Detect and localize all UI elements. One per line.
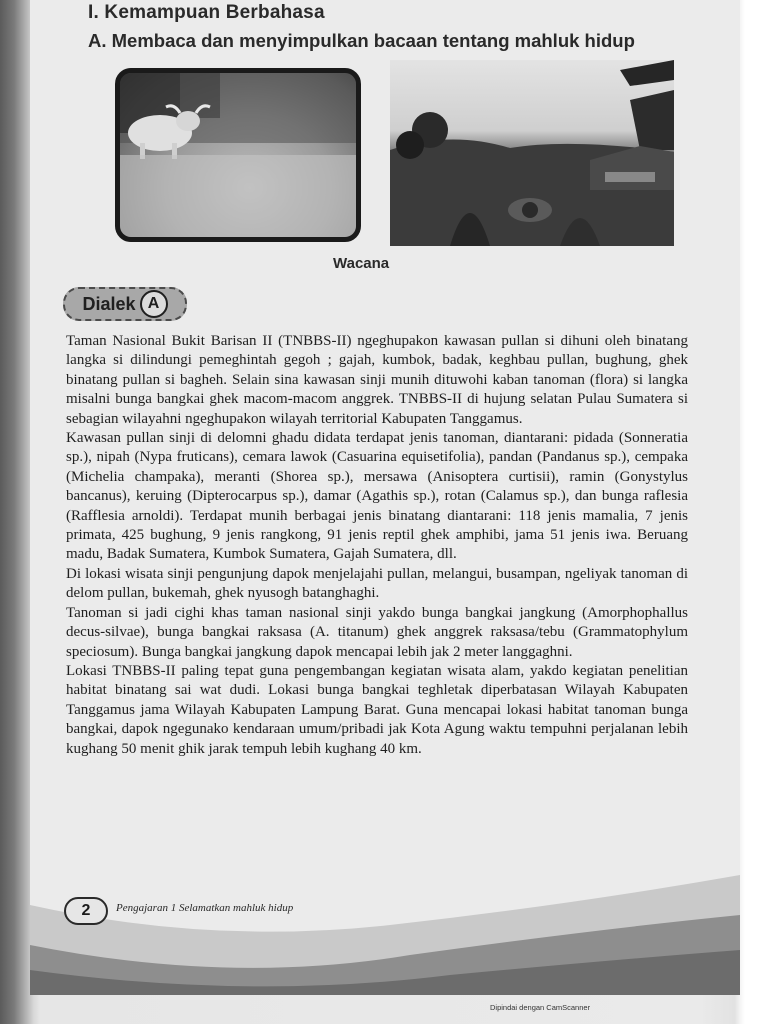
dialek-letter: A: [140, 290, 168, 318]
paragraph-1: Taman Nasional Bukit Barisan II (TNBBS-II) ngeghupakon kawasan pullan si dihuni oleh binatang langka si dilindungi pemeghintah gegoh ; gajah, kumbok, badak, keghbau pullan, bughung, ghek binatang pullan si bagheh. Selain sina kawasan sinji munih dituwohi kaban tanoman (flora) si langka misalni bunga bangkai ghek macom-macom anggrek. TNBBS-II di hujung selatan Pulau Sumatera si sebagian wilayahni ngeghupakon wilayah territorial Kabupaten Tanggamus.: [66, 333, 688, 427]
dialek-label: Dialek: [82, 293, 136, 314]
image-caption: Wacana: [333, 255, 390, 272]
subsection-heading: A. Membaca dan menyimpulkan bacaan tentang mahluk hidup: [88, 30, 635, 51]
dialek-badge: [63, 287, 187, 321]
paragraph-4: Tanoman si jadi cighi khas taman nasional sinji yakdo bunga bangkai jangkung (Amorphophallus decus-silvae), bunga bangkai raksasa (A. titanum) ghek anggrek raksasa/tebu (Grammatophylum speciosum). Bunga bangkai jangkung dapok mencapai lebih jak 2 meter langgaghni.: [66, 604, 688, 660]
page-number: 2: [64, 897, 108, 925]
section-heading: I. Kemampuan Berbahasa: [88, 2, 325, 23]
paragraph-5: Lokasi TNBBS-II paling tepat guna pengembangan kegiatan wisata alam, yakdo kegiatan penelitian habitat binatang sai wat dudi. Lokasi bunga bangkai teghletak diperbatasan Wilayah Kabupaten Tanggamus jama Wilayah Kabupaten Lampung Barat. Guna mencapai lokasi habitat tanoman bunga bangkai, dapok ngegunako kendaraan umum/pribadi jak Kota Agung waktu tempuhni perjalanan lebih kughang 50 menit ghik jarak tempuh lebih kughang 40 km.: [66, 662, 688, 757]
paragraph-3: Di lokasi wisata sinji pengunjung dapok menjelajahi pullan, melangui, busampan, ngeliyak tanoman di delom pullan, bukemah, ghek nyusogh batanghaghi.: [66, 565, 688, 602]
footer-wave-decoration: [30, 835, 740, 995]
running-title: Pengajaran 1 Selamatkan mahluk hidup: [116, 902, 294, 914]
buffalo-illustration: [120, 73, 356, 237]
forest-landscape-photo: [390, 60, 674, 246]
book-page: [30, 0, 740, 995]
reading-text: [66, 332, 688, 759]
buffalo-photo: [115, 68, 361, 242]
forest-illustration: [390, 60, 674, 246]
paragraph-2: Kawasan pullan sinji di delomni ghadu didata terdapat jenis tanoman, diantarani: pidada (Sonneratia sp.), nipah (Nypa fruticans), cemara lawok (Casuarina equisetifolia), pandan (Pandanus sp.), cempaka (Michelia champaka), meranti (Shorea sp.), mersawa (Anisoptera curtisii), ramin (Gonystylus bancanus), keruing (Dipterocarpus sp.), damar (Agathis sp.), rotan (Calamus sp.), dan bunga raflesia (Rafflesia arnoldi). Terdapat munih berbagai jenis binatang diantarani: 118 jenis mamalia, 7 jenis primata, 425 bughung, 9 jenis rangkong, 91 jenis reptil ghek amphibi, jama 51 jenis iwa. Beruang madu, Badak Sumatera, Kumbok Sumatera, Gajah Sumatera, dll.: [66, 430, 688, 563]
scanner-watermark: Dipindai dengan CamScanner: [490, 1003, 591, 1012]
